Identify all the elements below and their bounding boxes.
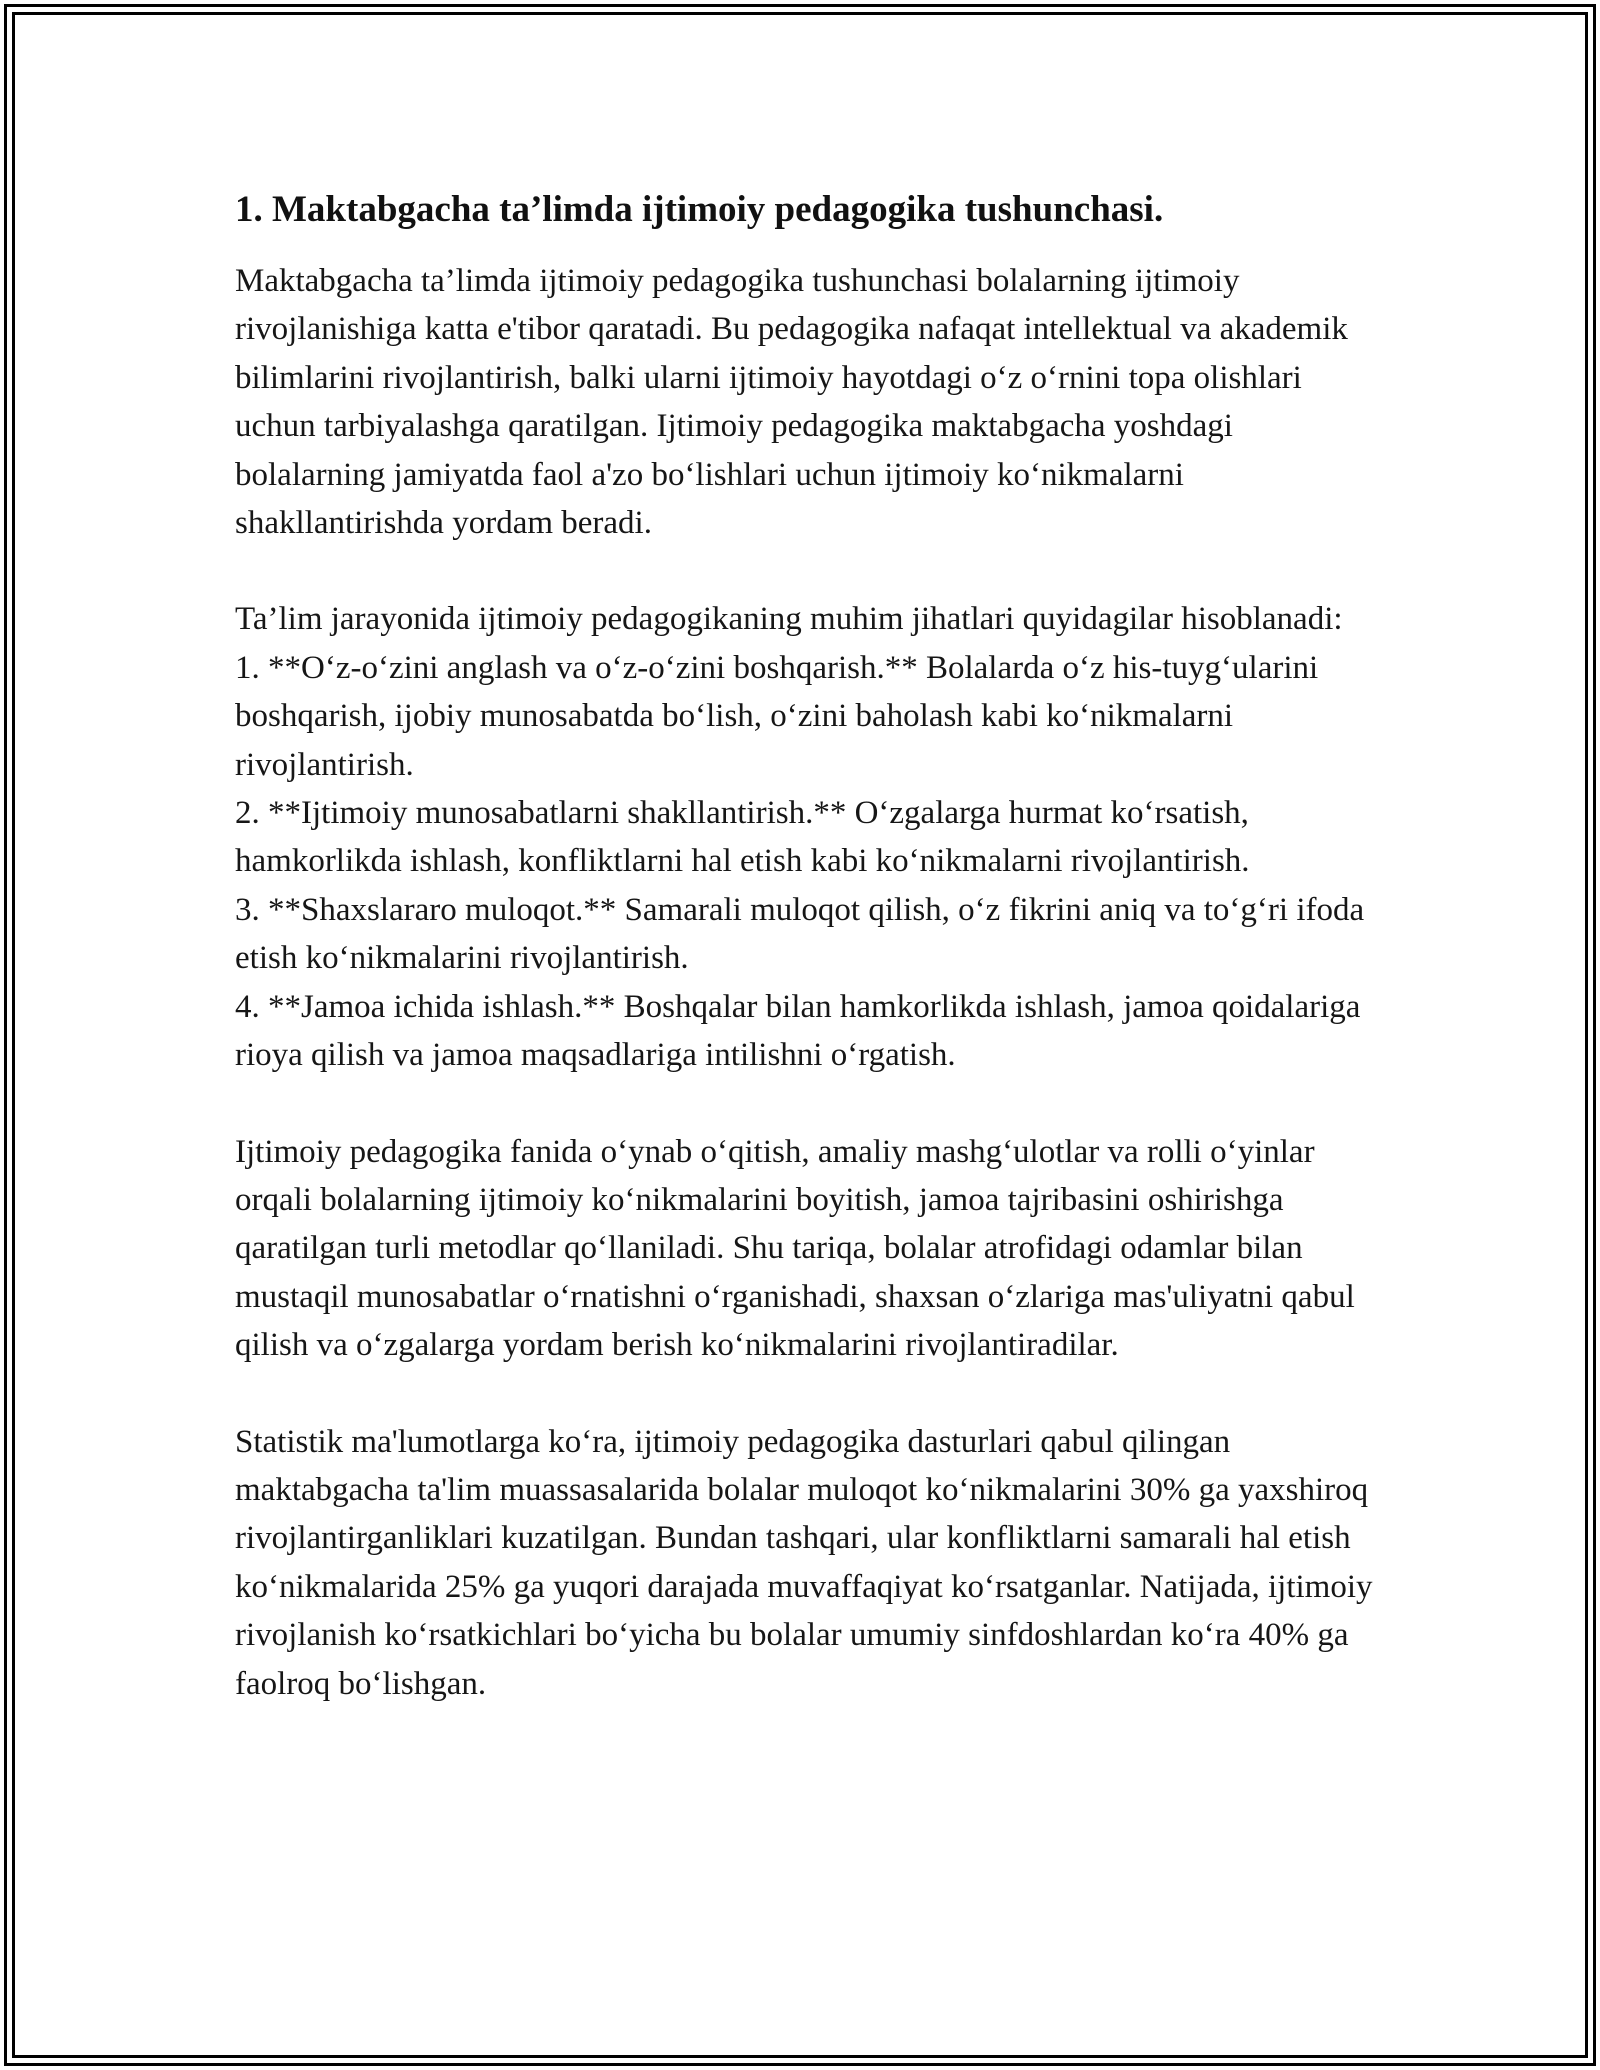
list-item: 1. **O‘z-o‘zini anglash va o‘z-o‘zini boshqarish.** Bolalarda o‘z his-tuyg‘ularini boshqarish, ijobiy munosabatda bo‘lish, o‘zini baholash kabi ko‘nikmalarni rivojlantirish.: [235, 649, 1319, 783]
paragraph-intro: Maktabgacha ta’limda ijtimoiy pedagogika tushunchasi bolalarning ijtimoiy rivojlanishiga katta e'tibor qaratadi. Bu pedagogika nafaqat intellektual va akademik bilimlarini rivojlantirish, balki ularni ijtimoiy hayotdagi o‘z o‘rnini topa olishlari uchun tarbiyalashga qaratilgan. Ijtimoiy pedagogika maktabgacha yoshdagi bolalarning jamiyatda faol a'zo bo‘lishlari uchun ijtimoiy ko‘nikmalarni shakllantirishda yordam beradi.: [235, 263, 1348, 542]
list-item: 2. **Ijtimoiy munosabatlarni shakllantirish.** O‘zgalarga hurmat ko‘rsatish, hamkorlikda ishlash, konfliktlarni hal etish kabi ko‘nikmalarni rivojlantirish.: [235, 795, 1250, 880]
list-intro: Ta’lim jarayonida ijtimoiy pedagogikaning muhim jihatlari quyidagilar hisoblanadi:: [235, 601, 1343, 638]
list-item: 3. **Shaxslararo muloqot.** Samarali muloqot qilish, o‘z fikrini aniq va to‘g‘ri ifoda etish ko‘nikmalarini rivojlantirish.: [235, 891, 1365, 977]
document-body: [235, 185, 1385, 1708]
list-section: [235, 595, 1385, 1079]
paragraph-statistics: Statistik ma'lumotlarga ko‘ra, ijtimoiy pedagogika dasturlari qabul qilingan maktabgacha ta'lim muassasalarida bolalar muloqot ko‘nikmalarini 30% ga yaxshiroq rivojlantirganliklari kuzatilgan. Bundan tashqari, ular konfliktlarni samarali hal etish ko‘nikmalarida 25% ga yuqori darajada muvaffaqiyat ko‘rsatganlar. Natijada, ijtimoiy rivojlanish ko‘rsatkichlari bo‘yicha bu bolalar umumiy sinfdoshlardan ko‘ra 40% ga faolroq bo‘lishgan.: [235, 1423, 1373, 1702]
document-title: 1. Maktabgacha ta’limda ijtimoiy pedagogika tushunchasi.: [235, 189, 1164, 230]
paragraph-methods: Ijtimoiy pedagogika fanida o‘ynab o‘qitish, amaliy mashg‘ulotlar va rolli o‘yinlar orqali bolalarning ijtimoiy ko‘nikmalarini boyitish, jamoa tajribasini oshirishga qaratilgan turli metodlar qo‘llaniladi. Shu tariqa, bolalar atrofidagi odamlar bilan mustaqil munosabatlar o‘rnatishni o‘rganishadi, shaxsan o‘zlariga mas'uliyatni qabul qilish va o‘zgalarga yordam berish ko‘nikmalarini rivojlantiradilar.: [235, 1133, 1355, 1364]
list-item: 4. **Jamoa ichida ishlash.** Boshqalar bilan hamkorlikda ishlash, jamoa qoidalariga rioya qilish va jamoa maqsadlariga intilishni o‘rgatish.: [235, 988, 1361, 1074]
